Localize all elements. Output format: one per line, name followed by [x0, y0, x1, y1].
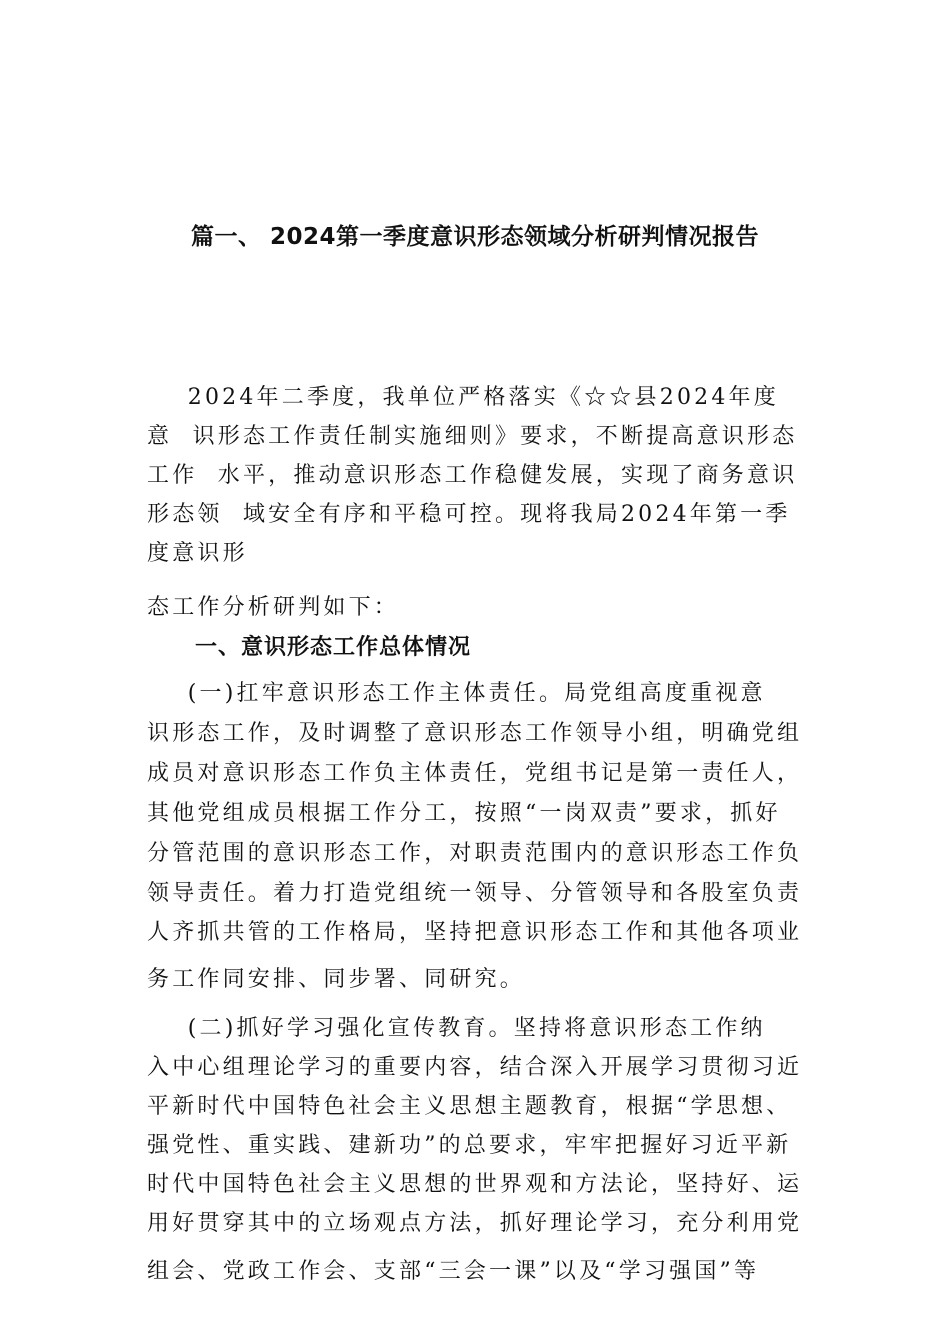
paragraph-line: 分管范围的意识形态工作，对职责范围内的意识形态工作负: [147, 841, 803, 866]
paragraph-line: 强党性、重实践、建新功”的总要求，牢牢把握好习近平新: [147, 1133, 792, 1158]
paragraph-line: 识形态工作，及时调整了意识形态工作领导小组，明确党组: [147, 721, 803, 746]
intro-line: 2024年二季度，我单位严格落实《☆☆县2024年度: [147, 385, 779, 410]
paragraph-line: 平新时代中国特色社会主义思想主题教育，根据“学思想、: [147, 1094, 792, 1119]
intro-line: 工作 水平，推动意识形态工作稳健发展，实现了商务意识: [147, 463, 798, 488]
paragraph-line: 入中心组理论学习的重要内容，结合深入开展学习贯彻习近: [147, 1055, 803, 1080]
paragraph-line: 时代中国特色社会主义思想的世界观和方法论，坚持好、运: [147, 1172, 803, 1197]
section-heading: 一、意识形态工作总体情况: [195, 635, 472, 660]
intro-line: 态工作分析研判如下：: [147, 595, 400, 620]
paragraph-line: 用好贯穿其中的立场观点方法，抓好理论学习，充分利用党: [147, 1211, 803, 1236]
intro-line: 意 识形态工作责任制实施细则》要求，不断提高意识形态: [147, 424, 798, 449]
paragraph-line: 组会、党政工作会、支部“三会一课”以及“学习强国”等: [147, 1259, 760, 1284]
paragraph-line: 人齐抓共管的工作格局，坚持把意识形态工作和其他各项业: [147, 920, 803, 945]
paragraph-line: 其他党组成员根据工作分工，按照“一岗双责”要求，抓好: [147, 801, 781, 826]
paragraph-line: 领导责任。着力打造党组统一领导、分管领导和各股室负责: [147, 881, 803, 906]
paragraph-line: 成员对意识形态工作负主体责任，党组书记是第一责任人，: [147, 761, 803, 786]
paragraph-line: (一)扛牢意识形态工作主体责任。局党组高度重视意: [147, 681, 766, 706]
paragraph-line: (二)抓好学习强化宣传教育。坚持将意识形态工作纳: [147, 1016, 766, 1041]
intro-line: 度意识形: [147, 541, 248, 566]
paragraph-line: 务工作同安排、同步署、同研究。: [147, 967, 526, 992]
intro-line: 形态领 域安全有序和平稳可控。现将我局2024年第一季: [147, 502, 791, 527]
document-title: 篇一、 2024第一季度意识形态领域分析研判情况报告: [190, 224, 760, 250]
